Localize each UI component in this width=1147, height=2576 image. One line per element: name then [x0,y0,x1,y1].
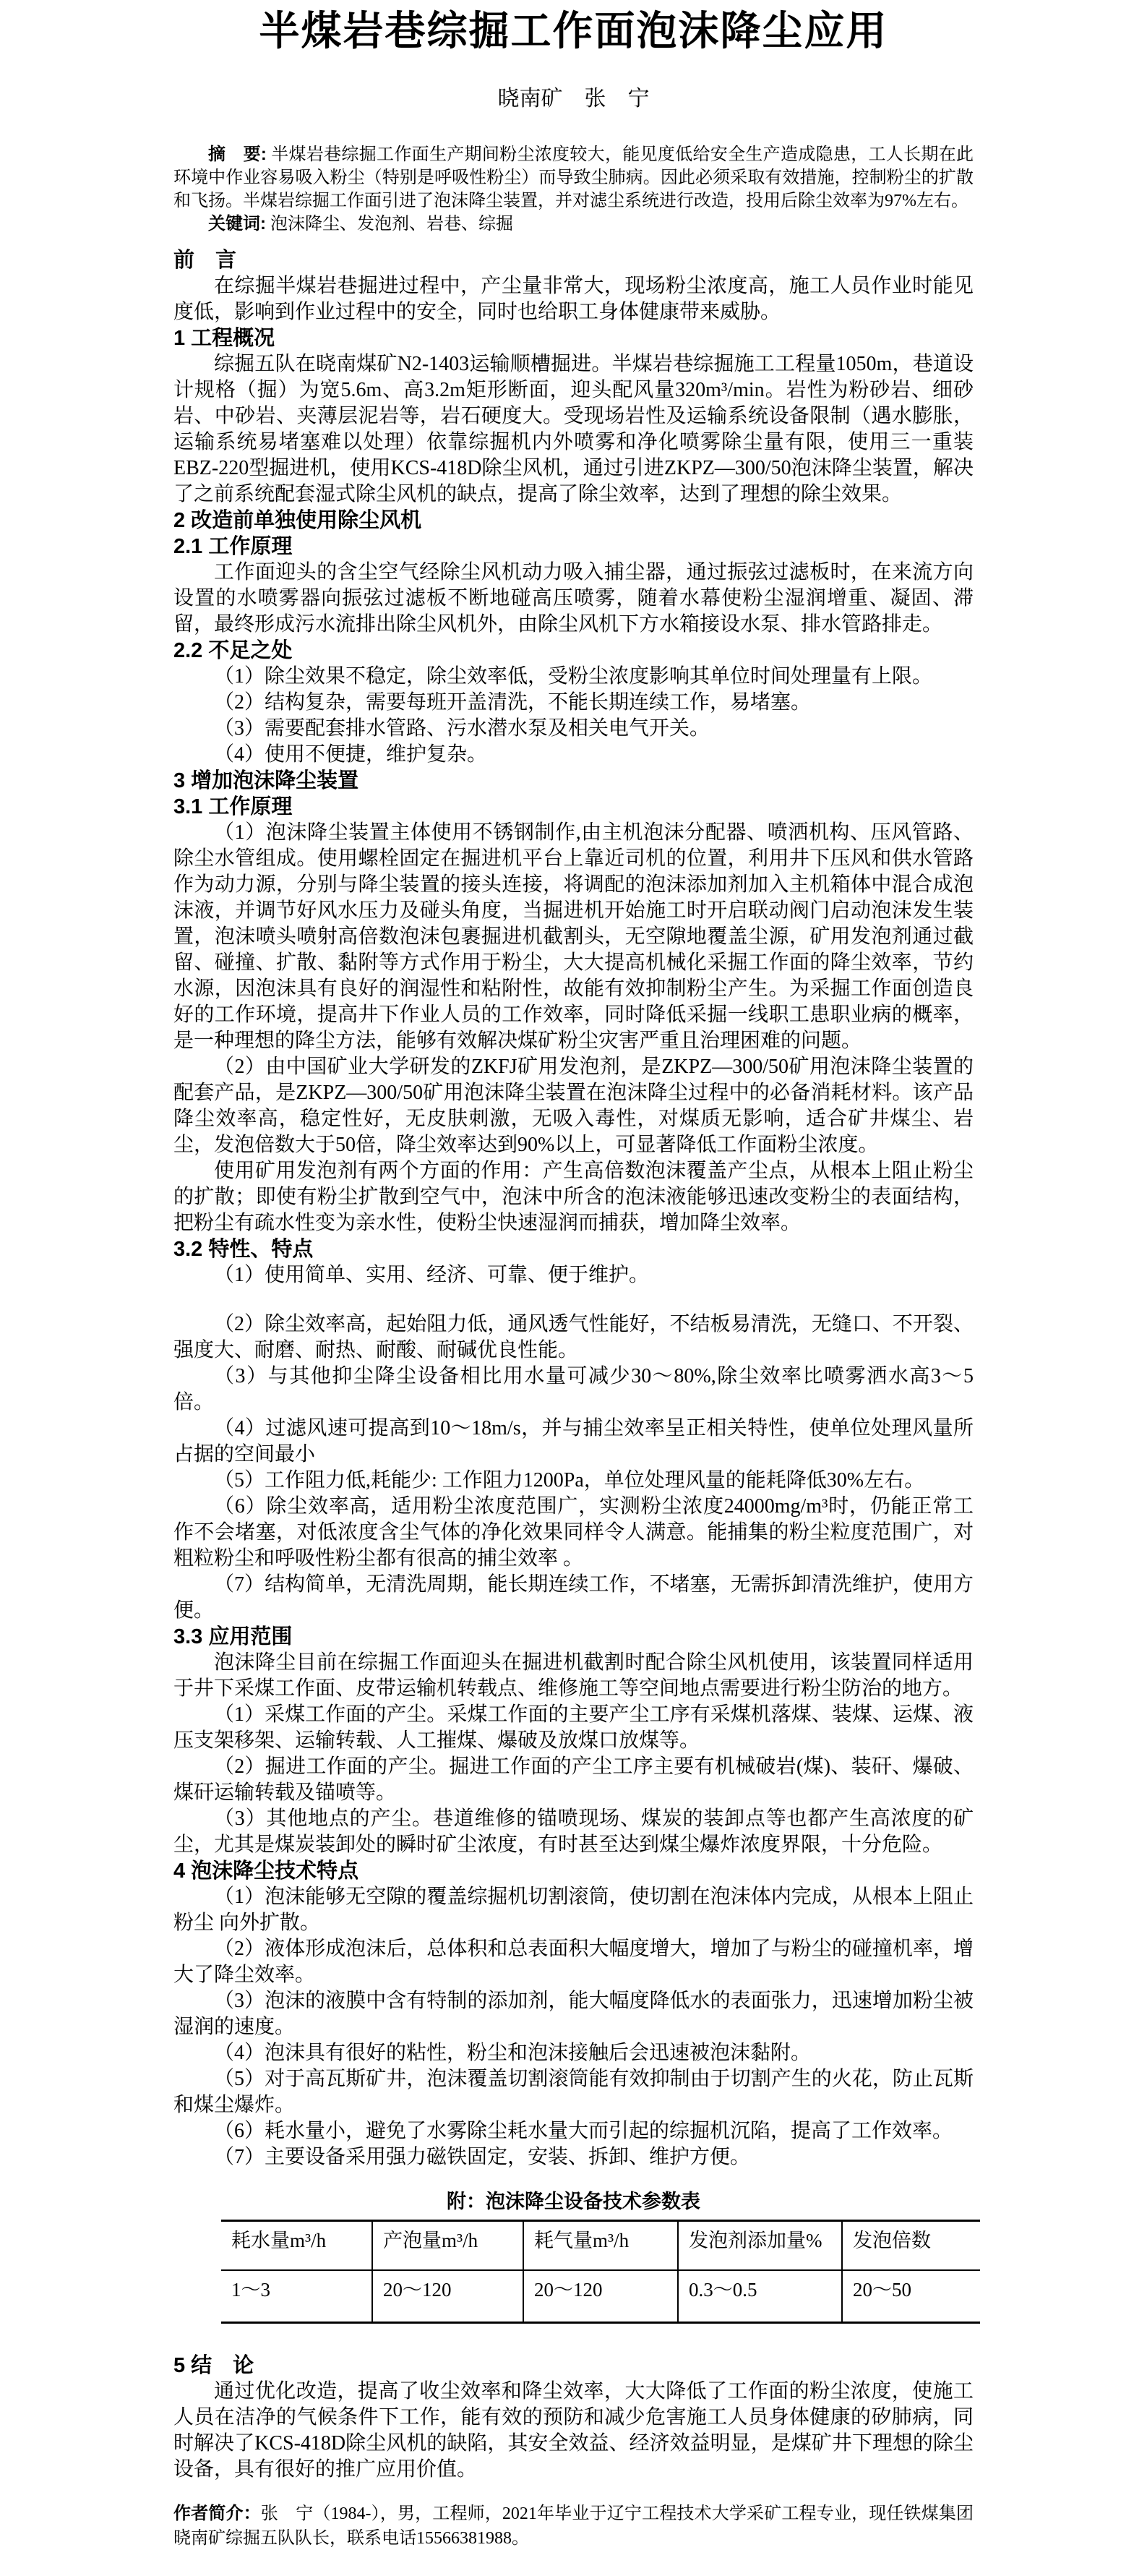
table-header-cell: 耗气量m³/h [523,2221,678,2271]
paragraph: （4）过滤风速可提高到10～18m/s，并与捕尘效率呈正相关特性，使单位处理风量所占据的空间最小 [173,1417,974,1465]
paragraph: （5）对于高瓦斯矿井，泡沫覆盖切割滚筒能有效抑制由于切割产生的火花，防止瓦斯和煤尘爆炸。 [173,2068,974,2116]
table-cell: 20～120 [523,2270,678,2323]
table-header-cell: 产泡量m³/h [372,2221,523,2271]
section-heading: 前 言 [173,249,237,272]
keywords-line [173,213,974,236]
paragraph: （5）工作阻力低,耗能少: 工作阻力1200Pa，单位处理风量的能耗降低30%左右。 [214,1469,925,1492]
paragraph: （7）结构简单，无清洗周期，能长期连续工作，不堵塞，无需拆卸清洗维护，使用方便。 [173,1573,974,1622]
page-title: 半煤岩巷综掘工作面泡沫降尘应用 [259,9,888,54]
keywords-label: 关键词: [208,214,266,234]
abstract-paragraph [173,143,974,213]
author-bio [173,2502,974,2551]
section-heading: 2 改造前单独使用除尘风机 [173,509,422,532]
abstract-label: 摘 要: [208,145,267,164]
table-cell: 1～3 [231,2279,270,2301]
paragraph: （2）除尘效率高，起始阻力低，通风透气性能好，不结板易清洗，无缝口、不开裂、强度大、耐磨、耐热、耐酸、耐碱优良性能。 [173,1313,974,1361]
paragraph: （6）除尘效率高，适用粉尘浓度范围广，实测粉尘浓度24000mg/m³时，仍能正常工作不会堵塞，对低浓度含尘气体的净化效果同样令人满意。能捕集的粉尘粒度范围广，对粗粒粉尘和呼吸性粉尘都有很高的捕尘效率 。 [173,1495,974,1570]
abstract-block [173,143,974,236]
paragraph: （2）掘进工作面的产尘。掘进工作面的产尘工序主要有机械破岩(煤)、装矸、爆破、煤矸运输转载及锚喷等。 [173,1755,974,1804]
section-heading: 1 工程概况 [173,327,275,350]
section-heading: 2.2 不足之处 [173,639,293,662]
paragraph: （2）由中国矿业大学研发的ZKFJ矿用发泡剂，是ZKPZ—300/50矿用泡沫降尘装置的配套产品，是ZKPZ—300/50矿用泡沫降尘装置在泡沫降尘过程中的必备消耗材料。该产品降尘效率高，稳定性好，无皮肤刺激，无吸入毒性，对煤质无影响，适合矿井煤尘、岩尘，发泡倍数大于50倍，降尘效率达到90%以上，可显著降低工作面粉尘浓度。 [173,1056,974,1156]
keywords-text: 泡沫降尘、发泡剂、岩巷、综掘 [270,215,513,234]
table-cell: 0.3～0.5 [678,2270,842,2323]
abstract-text: 半煤岩巷综掘工作面生产期间粉尘浓度较大，能见度低给安全生产造成隐患，工人长期在此环境中作业容易吸入粉尘（特别是呼吸性粉尘）而导致尘肺病。因此必须采取有效措施，控制粉尘的扩散和飞扬。半煤岩综掘工作面引进了泡沫降尘装置，并对滤尘系统进行改造，投用后除尘效率为97%左右。 [173,145,974,210]
paragraph: （1）泡沫降尘装置主体使用不锈钢制作,由主机泡沫分配器、喷洒机构、压风管路、除尘水管组成。使用螺栓固定在掘进机平台上靠近司机的位置，利用井下压风和供水管路作为动力源，分别与降尘装置的接头连接，将调配的泡沫添加剂加入主机箱体中混合成泡沫液，并调节好风水压力及碰头角度，当掘进机开始施工时开启联动阀门启动泡沫发生装置，泡沫喷头喷射高倍数泡沫包裹掘进机截割头，无空隙地覆盖尘源，矿用发泡剂通过截留、碰撞、扩散、黏附等方式作用于粉尘，大大提高机械化采掘工作面的降尘效率，节约水源，因泡沫具有良好的润湿性和粘附性，故能有效抑制粉尘产生。为采掘工作面创造良好的工作环境，提高井下作业人员的工作效率，同时降低采掘一线职工患职业病的概率，是一种理想的降尘方法，能够有效解决煤矿粉尘灾害严重且治理困难的问题。 [173,821,974,1052]
table-header-row [221,2221,980,2271]
table-header-cell: 耗水量m³/h [221,2221,372,2271]
document-body [173,247,974,2551]
paragraph: （3）需要配套排水管路、污水潜水泵及相关电气开关。 [214,717,710,740]
author-bio-text: 张 宁（1984-），男，工程师，2021年毕业于辽宁工程技术大学采矿工程专业，现任铁煤集团晓南矿综掘五队队长，联系电话15566381988。 [173,2504,974,2548]
paragraph: （2）结构复杂，需要每班开盖清洗，不能长期连续工作，易堵塞。 [214,691,812,714]
section-heading: 3.2 特性、特点 [173,1238,314,1261]
table-body [221,2270,980,2323]
paragraph: 综掘五队在晓南煤矿N2-1403运输顺槽掘进。半煤岩巷综掘施工工程量1050m，巷道设计规格（掘）为宽5.6m、高3.2m矩形断面，迎头配风量320m³/min。岩性为粉砂岩、细砂岩、中砂岩、夹薄层泥岩等，岩石硬度大。受现场岩性及运输系统设备限制（遇水膨胀，运输系统易堵塞难以处理）依靠综掘机内外喷雾和净化喷雾除尘量有限，使用三一重装EBZ-220型掘进机，使用KCS-418D除尘风机，通过引进ZKPZ—300/50泡沫降尘装置，解决了之前系统配套湿式除尘风机的缺点，提高了除尘效率，达到了理想的除尘效果。 [173,353,974,505]
table-caption: 附：泡沫降尘设备技术参数表 [447,2191,700,2212]
paragraph: （4）使用不便捷，维护复杂。 [214,743,488,766]
paragraph: 泡沫降尘目前在综掘工作面迎头在掘进机截割时配合除尘风机使用，该装置同样适用于井下采煤工作面、皮带运输机转载点、维修施工等空间地点需要进行粉尘防治的地方。 [173,1651,974,1700]
table-header-cell: 发泡剂添加量% [678,2221,842,2271]
paragraph: 工作面迎头的含尘空气经除尘风机动力吸入捕尘器，通过振弦过滤板时，在来流方向设置的水喷雾器向振弦过滤板不断地碰高压喷雾，随着水幕使粉尘湿润增重、凝固、滞留，最终形成污水流排出除尘风机外，由除尘风机下方水箱接设水泵、排水管路排走。 [173,561,974,636]
table-row [221,2270,980,2323]
params-table [221,2220,980,2324]
section-heading: 3.3 应用范围 [173,1625,293,1648]
paragraph: （3）其他地点的产尘。巷道维修的锚喷现场、煤炭的装卸点等也都产生高浓度的矿尘，尤其是煤炭装卸处的瞬时矿尘浓度，有时甚至达到煤尘爆炸浓度界限，十分危险。 [173,1807,974,1856]
author-line: 晓南矿 张 宁 [497,87,650,111]
paragraph: （6）耗水量小，避免了水雾除尘耗水量大而引起的综掘机沉陷，提高了工作效率。 [214,2120,953,2142]
table-cell: 20～50 [842,2270,980,2323]
section-heading: 3.1 工作原理 [173,795,293,818]
paragraph: 通过优化改造，提高了收尘效率和降尘效率，大大降低了工作面的粉尘浓度，使施工人员在洁净的气候条件下工作，能有效的预防和减少危害施工人员身体健康的矽肺病，同时解决了KCS-418D除尘风机的缺陷，其安全效益、经济效益明显，是煤矿井下理想的除尘设备，具有很好的推广应用价值。 [173,2380,974,2481]
paragraph: （3）与其他抑尘降尘设备相比用水量可减少30～80%,除尘效率比喷雾洒水高3～5倍。 [173,1365,974,1413]
paragraph: （3）泡沫的液膜中含有特制的添加剂，能大幅度降低水的表面张力，迅速增加粉尘被湿润的速度。 [173,1990,974,2038]
author-bio-label: 作者简介： [173,2504,261,2523]
table-header-cell: 发泡倍数 [842,2221,980,2271]
paragraph: （4）泡沫具有很好的粘性，粉尘和泡沫接触后会迅速被泡沫黏附。 [214,2042,812,2064]
paragraph: （1）使用简单、实用、经济、可靠、便于维护。 [214,1264,650,1286]
body-sections [173,247,974,2170]
section-heading: 2.1 工作原理 [173,535,293,558]
paragraph: （1）采煤工作面的产尘。采煤工作面的主要产尘工序有采煤机落煤、装煤、运煤、液压支架移架、运输转载、人工摧煤、爆破及放煤口放煤等。 [173,1703,974,1752]
paragraph: （2）液体形成泡沫后，总体积和总表面积大幅度增大，增加了与粉尘的碰撞机率，增大了降尘效率。 [173,1938,974,1986]
paragraph: （1）除尘效果不稳定，除尘效率低，受粉尘浓度影响其单位时间处理量有上限。 [214,665,933,688]
paragraph: （1）泡沫能够无空隙的覆盖综掘机切割滚筒，使切割在泡沫体内完成，从根本上阻止粉尘 向外扩散。 [173,1886,974,1934]
conclusion-section [173,2353,974,2483]
section-heading: 3 增加泡沫降尘装置 [173,769,359,792]
paragraph: 在综掘半煤岩巷掘进过程中，产尘量非常大，现场粉尘浓度高，施工人员作业时能见度低，影响到作业过程中的安全，同时也给职工身体健康带来威胁。 [173,275,974,323]
paragraph: 使用矿用发泡剂有两个方面的作用：产生高倍数泡沫覆盖产尘点，从根本上阻止粉尘的扩散；即使有粉尘扩散到空气中，泡沫中所含的泡沫液能够迅速改变粉尘的表面结构，把粉尘有疏水性变为亲水性，使粉尘快速湿润而捕获，增加降尘效率。 [173,1160,974,1234]
table-cell: 20～120 [372,2270,523,2323]
section-heading: 4 泡沫降尘技术特点 [173,1860,359,1883]
section-heading: 5 结 论 [173,2354,254,2377]
paragraph: （7）主要设备采用强力磁铁固定，安装、拆卸、维护方便。 [214,2146,751,2168]
